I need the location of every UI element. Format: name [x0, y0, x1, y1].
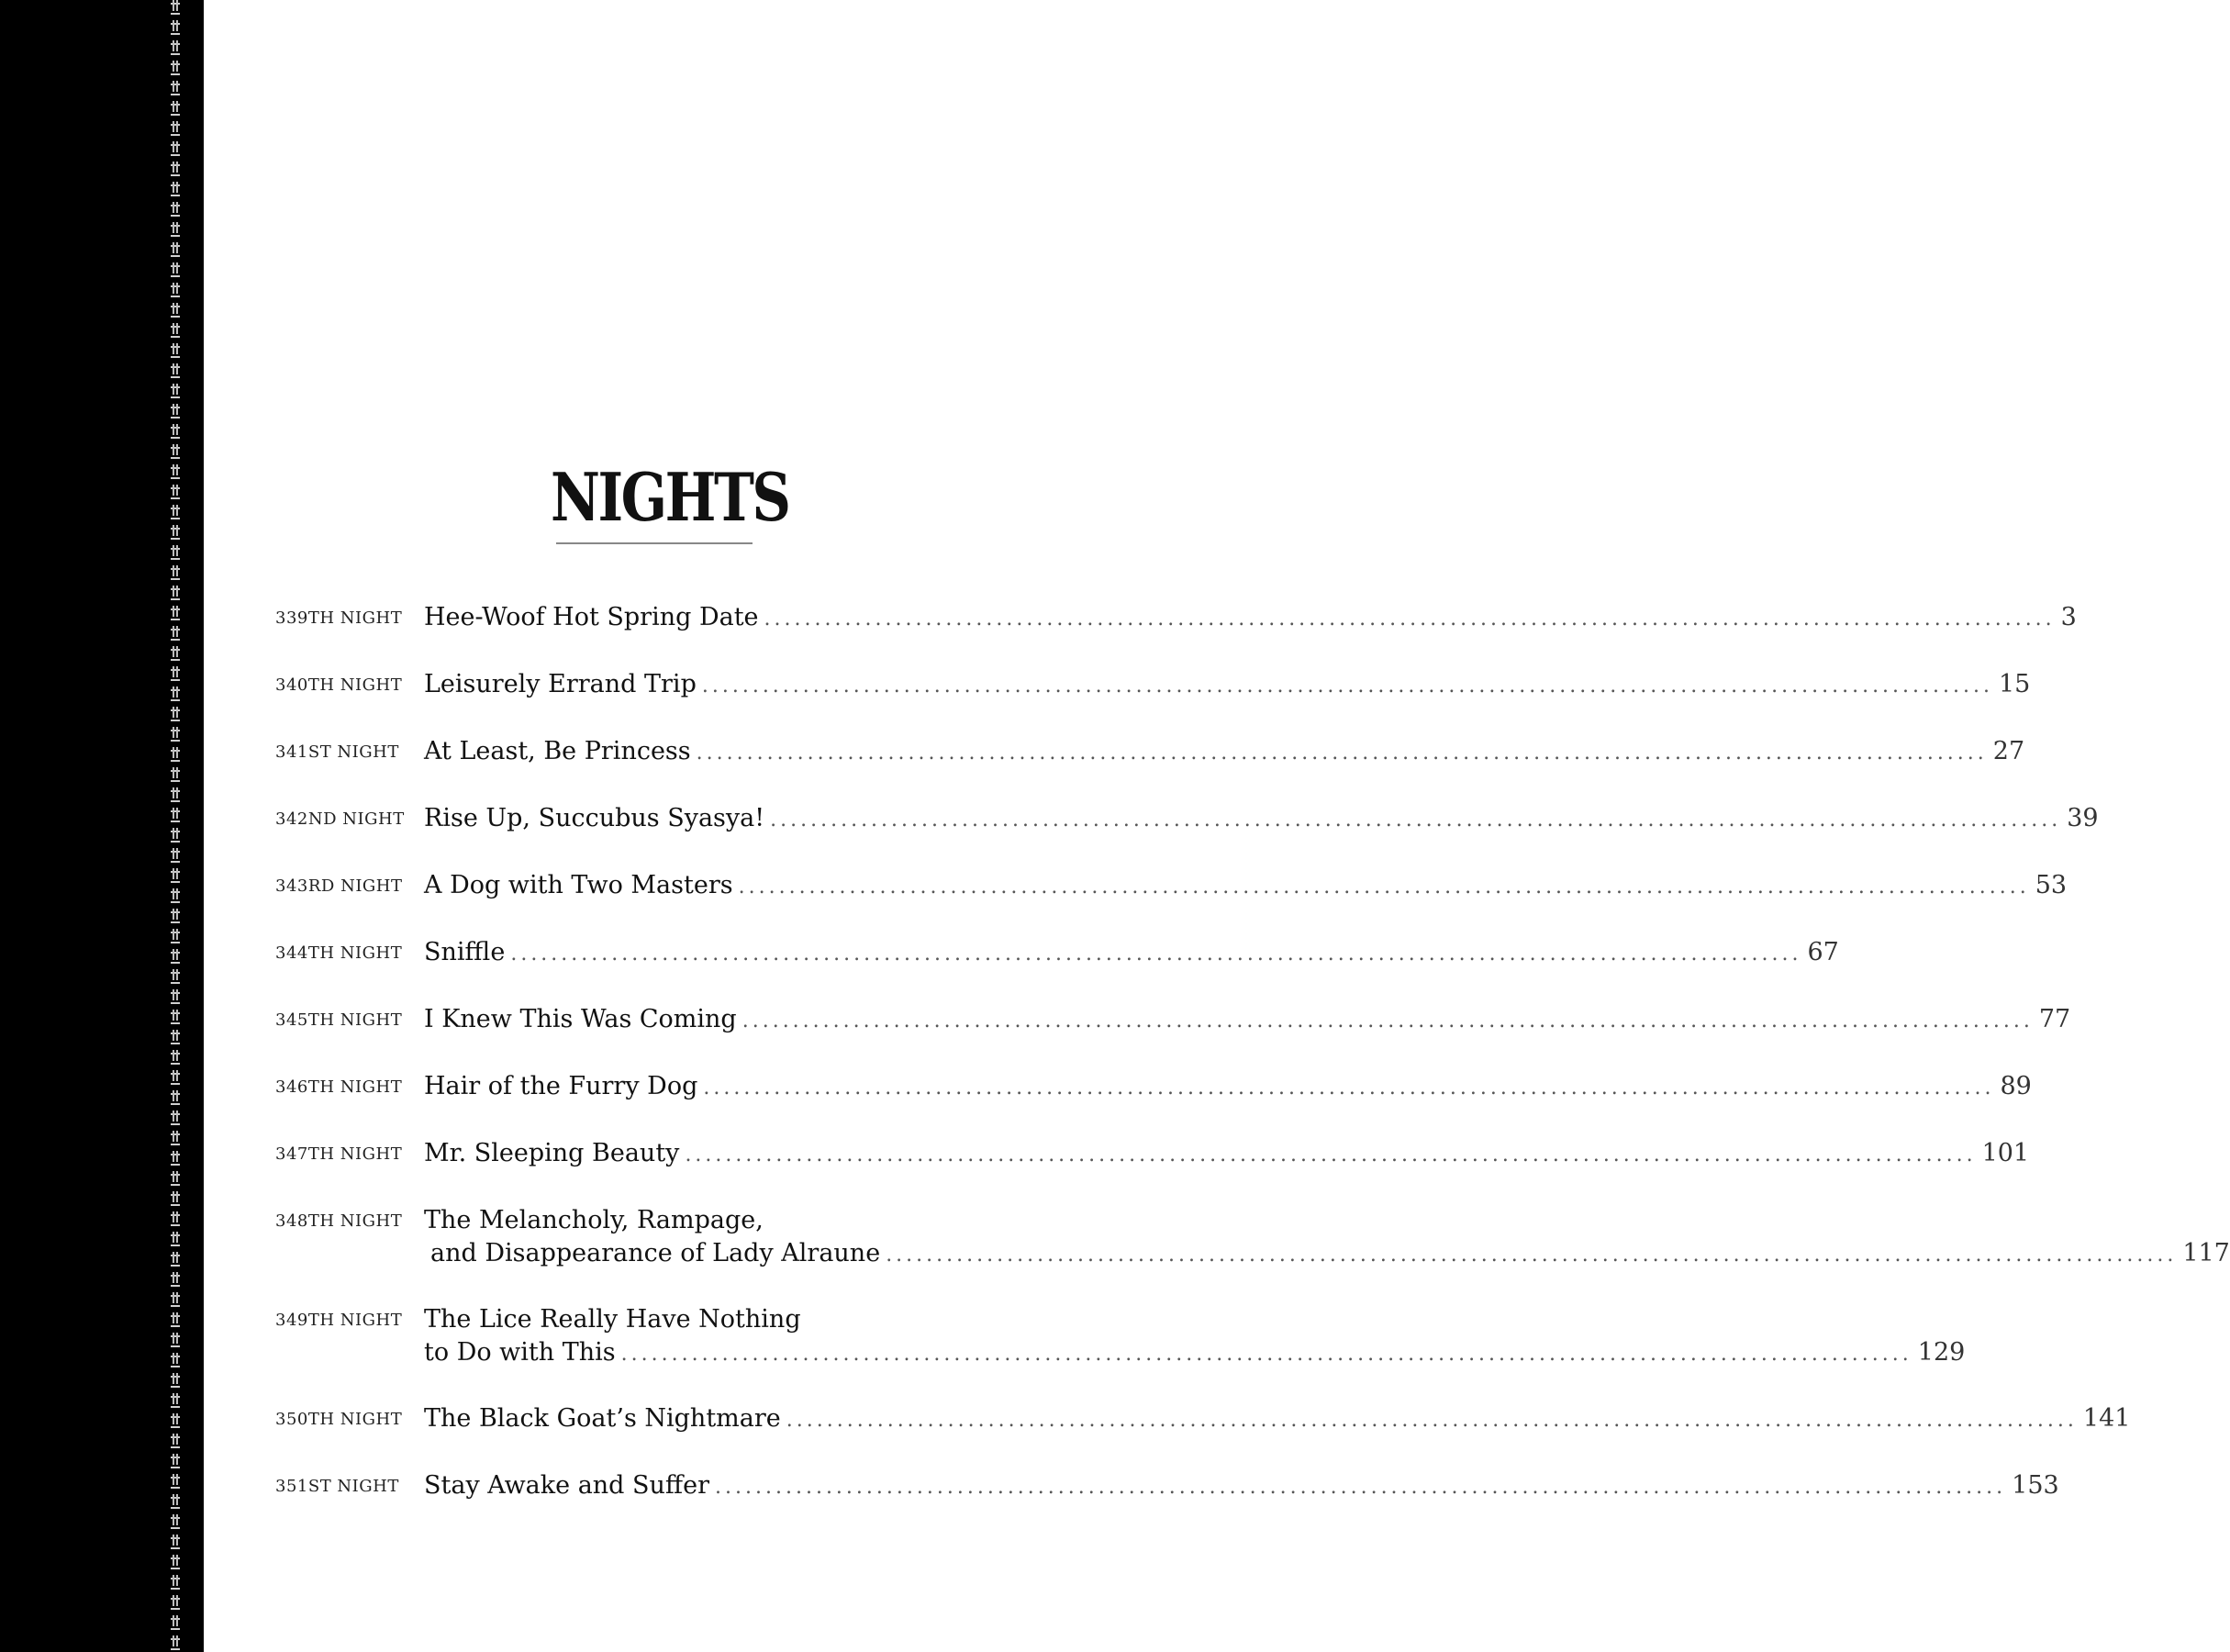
page-number: 129 [1917, 1338, 1966, 1367]
night-label: 340TH NIGHT [275, 675, 403, 695]
night-label: 342ND NIGHT [275, 809, 405, 829]
chapter-title: Sniffle [424, 938, 506, 966]
page-number: 3 [2060, 603, 2077, 631]
toc-entry-341 [275, 735, 2025, 770]
dot-leader [781, 1404, 2083, 1437]
night-label: 351ST NIGHT [275, 1477, 399, 1496]
title-underline [556, 542, 753, 544]
page-title: NIGHTS [551, 458, 789, 536]
dot-leader [709, 1471, 2012, 1504]
page-number: 117 [2182, 1239, 2230, 1267]
toc-entry-342 [275, 802, 2099, 837]
night-label: 348TH NIGHT [275, 1211, 403, 1231]
toc-entry-348 [275, 1204, 2230, 1272]
chapter-title: A Dog with Two Masters [424, 871, 733, 899]
chapter-title: Rise Up, Succubus Syasya! [424, 804, 765, 832]
toc-entry-344 [275, 936, 1839, 971]
dot-leader [505, 938, 1807, 971]
dot-leader [697, 1072, 2000, 1105]
toc-entry-340 [275, 668, 2031, 703]
chapter-title: At Least, Be Princess [424, 737, 691, 765]
chapter-title: Mr. Sleeping Beauty [424, 1139, 680, 1167]
night-label: 341ST NIGHT [275, 742, 399, 762]
toc-entry-343 [275, 869, 2068, 904]
chapter-title: Hair of the Furry Dog [424, 1072, 698, 1100]
page-number: 27 [1992, 737, 2025, 765]
night-label: 347TH NIGHT [275, 1144, 403, 1164]
toc-entry-339 [275, 601, 2077, 636]
chapter-title-line1: The Lice Really Have Nothing [424, 1305, 801, 1334]
dot-leader [764, 804, 2067, 837]
chapter-title-line2: and Disappearance of Lady Alraune [430, 1239, 881, 1267]
dot-leader [679, 1139, 1981, 1172]
toc-entry-349 [275, 1303, 1966, 1371]
page-number: 101 [1981, 1139, 2030, 1167]
dot-leader [759, 603, 2061, 636]
chapter-title: Leisurely Errand Trip [424, 670, 697, 698]
chapter-title-line2: to Do with This [424, 1338, 616, 1367]
night-label: 349TH NIGHT [275, 1311, 403, 1330]
page-number: 89 [2000, 1072, 2032, 1100]
night-label: 345TH NIGHT [275, 1010, 403, 1030]
night-label: 350TH NIGHT [275, 1410, 403, 1429]
dot-leader [691, 737, 1993, 770]
page-number: 15 [1998, 670, 2031, 698]
dot-leader [733, 871, 2035, 904]
chapter-title: I Knew This Was Coming [424, 1005, 737, 1033]
page-number: 141 [2082, 1404, 2131, 1433]
chapter-title: Hee-Woof Hot Spring Date [424, 603, 759, 631]
toc-entry-346 [275, 1070, 2032, 1105]
toc-entry-350 [275, 1402, 2131, 1437]
toc-entry-351 [275, 1469, 2059, 1504]
chapter-title-line1: The Melancholy, Rampage, [424, 1206, 764, 1234]
toc-entry-345 [275, 1003, 2071, 1038]
table-of-contents [275, 601, 2230, 1504]
page-number: 77 [2038, 1005, 2071, 1033]
page-number: 39 [2067, 804, 2099, 832]
chain-decoration [171, 0, 180, 1652]
night-label: 344TH NIGHT [275, 943, 403, 963]
toc-entry-347 [275, 1137, 2030, 1172]
night-label: 339TH NIGHT [275, 608, 403, 628]
night-label: 343RD NIGHT [275, 876, 403, 896]
page-number: 53 [2035, 871, 2068, 899]
dot-leader [737, 1005, 2039, 1038]
chapter-title: Stay Awake and Suffer [424, 1471, 710, 1500]
dot-leader [616, 1338, 1918, 1371]
dot-leader [880, 1239, 2182, 1272]
night-label: 346TH NIGHT [275, 1077, 403, 1097]
page-number: 153 [2012, 1471, 2059, 1500]
page-number: 67 [1807, 938, 1839, 966]
chapter-title: The Black Goat’s Nightmare [424, 1404, 781, 1433]
dot-leader [697, 670, 1999, 703]
